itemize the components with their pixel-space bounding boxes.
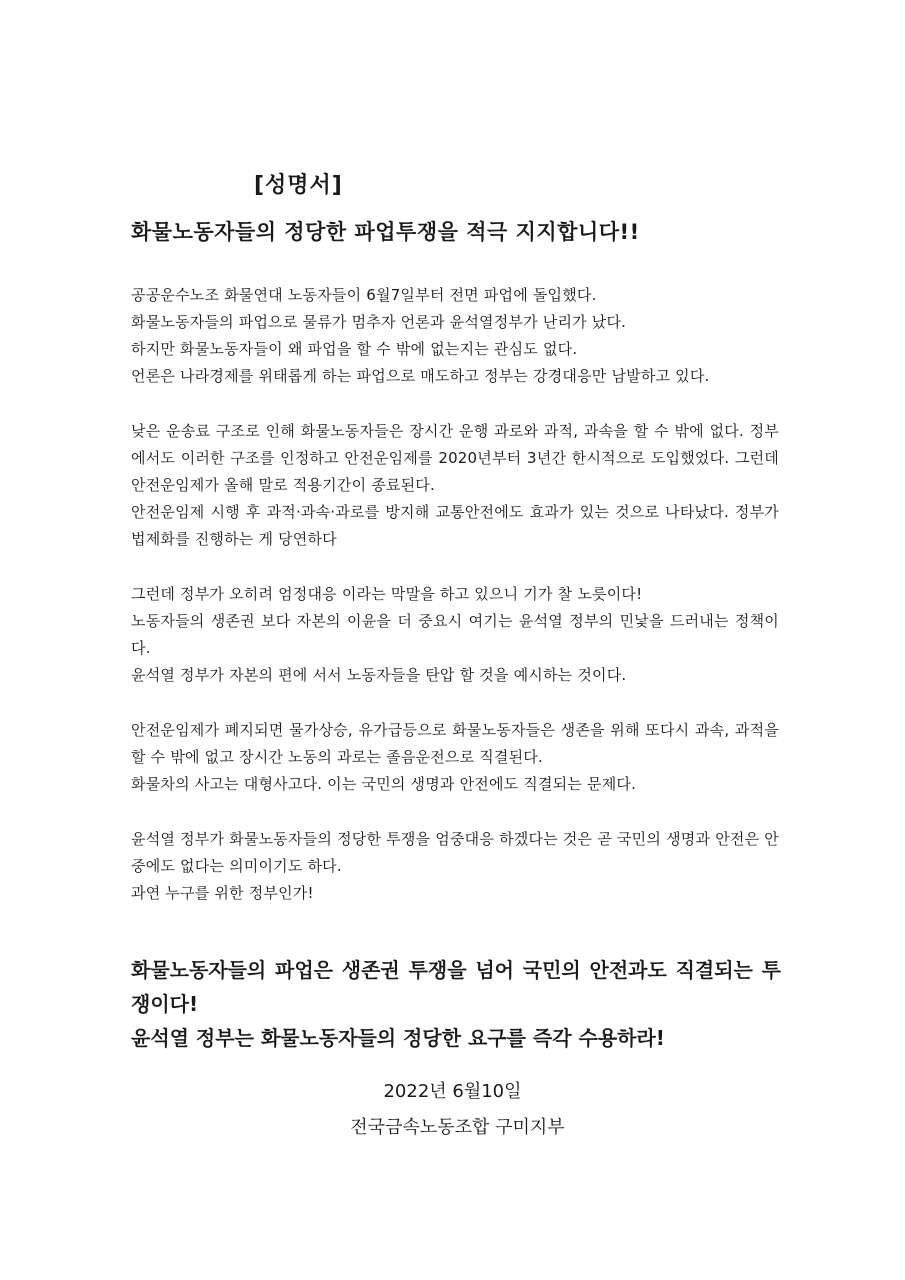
statement-date: 2022년 6월10일 <box>383 1081 522 1102</box>
body-line: 낮은 운송료 구조로 인해 화물노동자들은 장시간 운행 과로와 과적, 과속을 할 수 밖에 없다. 정부에서도 이러한 구조를 인정하고 안전운임제를 2020년부터 3년간 한시적으로 도입했었다. 그런데 안전운임제가 올해 말로 적용기간이 종료된다. <box>131 422 779 494</box>
paragraph <box>131 826 779 907</box>
paragraph <box>131 418 779 553</box>
body-line: 하지만 화물노동자들이 왜 파업을 할 수 밖에 없는지는 관심도 없다. <box>131 340 578 358</box>
body-line: 윤석열 정부가 자본의 편에 서서 노동자들을 탄압 할 것을 예시하는 것이다. <box>131 666 627 684</box>
document-label: [성명서] <box>254 173 343 198</box>
body-line: 안전운임제가 폐지되면 물가상승, 유가급등으로 화물노동자들은 생존을 위해 또다시 과속, 과적을 할 수 밖에 없고 장시간 노동의 과로는 졸음운전으로 직결된다. <box>131 721 779 766</box>
body-line: 그런데 정부가 오히려 엄정대응 이라는 막말을 하고 있으니 기가 찰 노릇이다! <box>131 585 643 603</box>
body-line: 언론은 나라경제를 위태롭게 하는 파업으로 매도하고 정부는 강경대응만 남발하고 있다. <box>131 367 710 385</box>
body-line: 화물노동자들의 파업으로 물류가 멈추자 언론과 윤석열정부가 난리가 났다. <box>131 313 627 331</box>
closing-line: 화물노동자들의 파업은 생존권 투쟁을 넘어 국민의 안전과도 직결되는 투쟁이다! <box>131 958 781 1016</box>
statement-body <box>131 282 779 935</box>
paragraph <box>131 581 779 689</box>
paragraph <box>131 282 779 390</box>
headline: 화물노동자들의 정당한 파업투쟁을 적극 지지합니다!! <box>131 220 640 244</box>
issuing-organization: 전국금속노동조합 구미지부 <box>350 1117 565 1138</box>
body-line: 노동자들의 생존권 보다 자본의 이윤을 더 중요시 여기는 윤석열 정부의 민낯을 드러내는 정책이다. <box>131 612 779 657</box>
body-line: 화물차의 사고는 대형사고다. 이는 국민의 생명과 안전에도 직결되는 문제다. <box>131 775 637 793</box>
body-line: 윤석열 정부가 화물노동자들의 정당한 투쟁을 엄중대응 하겠다는 것은 곧 국민의 생명과 안전은 안중에도 없다는 의미이기도 하다. <box>131 830 779 875</box>
paragraph <box>131 717 779 798</box>
signature-block <box>0 1074 905 1146</box>
body-line: 공공운수노조 화물연대 노동자들이 6월7일부터 전면 파업에 돌입했다. <box>131 286 597 304</box>
body-line: 과연 누구를 위한 정부인가! <box>131 884 314 902</box>
closing-line: 윤석열 정부는 화물노동자들의 정당한 요구를 즉각 수용하라! <box>131 1026 665 1050</box>
closing-demands <box>131 953 781 1055</box>
body-line: 안전운임제 시행 후 과적·과속·과로를 방지해 교통안전에도 효과가 있는 것으로 나타났다. 정부가 법제화를 진행하는 게 당연하다 <box>131 503 779 548</box>
